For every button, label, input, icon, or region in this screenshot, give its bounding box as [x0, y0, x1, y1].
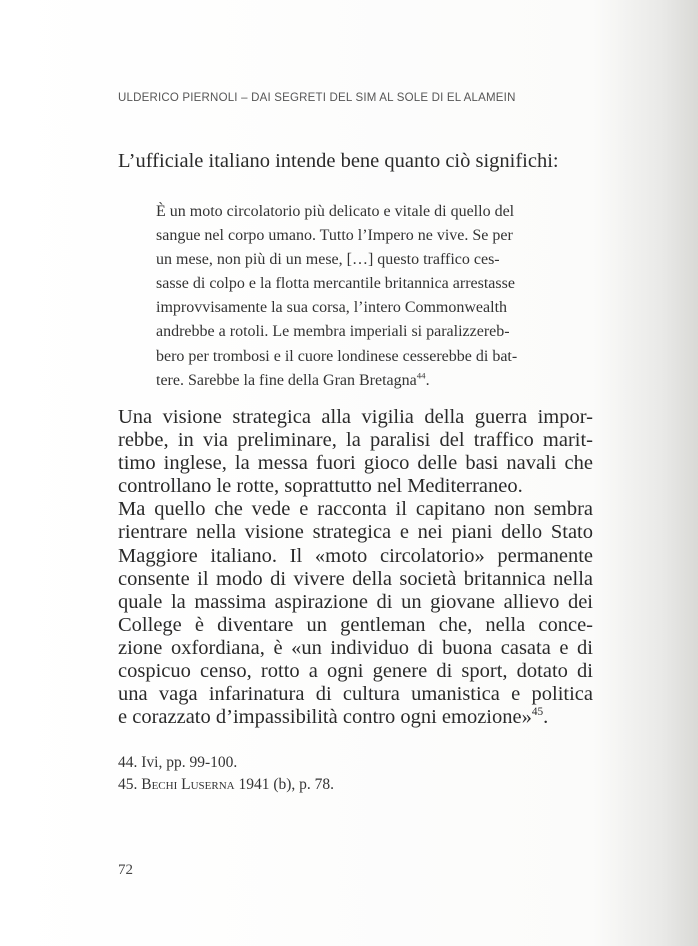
- body-line: zione oxfordiana, è «un individuo di buona casata e di: [118, 636, 593, 659]
- quote-line: sangue nel corpo umano. Tutto l’Impero ne vive. Se per: [156, 227, 513, 245]
- body-line: College è diventare un gentleman che, nella conce-: [118, 613, 593, 636]
- body-line: quale la massima aspirazione di un giovane allievo dei: [118, 590, 593, 613]
- quote-line: bero per trombosi e il cuore londinese cesserebbe di bat-: [156, 347, 518, 365]
- footnote-45-citation: 1941 (b), p. 78.: [238, 776, 335, 793]
- body-line: Ma quello che vede e racconta il capitano non sembra: [118, 498, 593, 521]
- footnote-ref-44[interactable]: 44: [416, 370, 426, 381]
- body-line: timo inglese, la messa fuori gioco delle basi navali che: [118, 452, 593, 475]
- body-line: rebbe, in via preliminare, la paralisi del traffico marit-: [118, 429, 593, 452]
- quote-line: È un moto circolatorio più delicato e vitale di quello del: [156, 203, 515, 220]
- quote-line: un mese, non più di un mese, […] questo traffico ces-: [156, 251, 500, 269]
- body-line: una vaga infarinatura di cultura umanistica e politica: [118, 683, 593, 706]
- running-head: ULDERICO PIERNOLI – DAI SEGRETI DEL SIM AL SOLE DI EL ALAMEIN: [118, 92, 516, 104]
- quote-end-punct: .: [425, 371, 430, 389]
- body-end-punct: .: [543, 706, 549, 729]
- footnote-ref-45[interactable]: 45: [531, 706, 544, 719]
- intro-sentence: L’ufficiale italiano intende bene quanto ciò significhi:: [118, 150, 559, 172]
- body-line: controllano le rotte, soprattutto nel Mediterraneo.: [118, 475, 523, 498]
- quote-line: andrebbe a rotoli. Le membra imperiali si paralizzereb-: [156, 323, 510, 341]
- block-quote: [156, 200, 596, 393]
- quote-last-line: [156, 369, 596, 393]
- footnote-45: [118, 774, 588, 796]
- body-line: Una visione strategica alla vigilia della guerra impor-: [118, 406, 593, 428]
- body-line: Maggiore italiano. Il «moto circolatorio» permanente: [118, 544, 593, 567]
- body-line: rientrare nella visione strategica e nei piani dello Stato: [118, 521, 593, 544]
- body-line: cospicuo censo, rotto a ogni genere di sport, dotato di: [118, 660, 593, 683]
- footnotes: [118, 752, 588, 796]
- body-last-line: [118, 706, 593, 729]
- body-line: consente il modo di vivere della società britannica nella: [118, 567, 593, 590]
- quote-last-text: tere. Sarebbe la fine della Gran Bretagna: [156, 371, 417, 389]
- quote-line: improvvisamente la sua corsa, l’intero Commonwealth: [156, 299, 508, 317]
- page-number: 72: [118, 862, 133, 878]
- footnote-44: 44. Ivi, pp. 99-100.: [118, 754, 238, 771]
- footnote-45-author: Bechi Luserna: [141, 776, 235, 793]
- body-last-text: e corazzato d’impassibilità contro ogni emozione»: [118, 706, 532, 729]
- body-paragraph: [118, 406, 593, 729]
- quote-line: sasse di colpo e la flotta mercantile britannica arrestasse: [156, 275, 515, 293]
- footnote-45-number: 45.: [118, 776, 138, 793]
